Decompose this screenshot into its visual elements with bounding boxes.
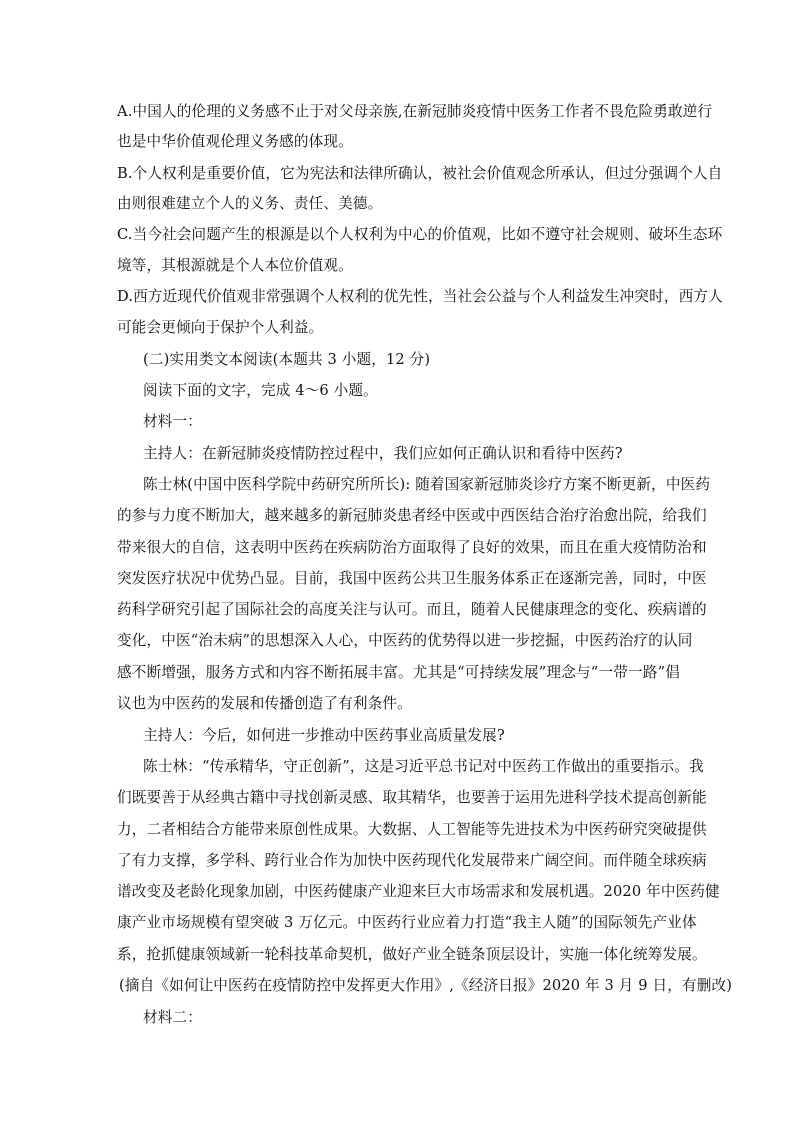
source-citation: (摘自《如何让中医药在疫情防控中发挥更大作用》,《经济日报》2020 年 3 月 9 日，有删改) xyxy=(119,977,733,994)
option-c-line-2: 境等，其根源就是个人本位价值观。 xyxy=(117,257,353,274)
answer-2-line: 们既要善于从经典古籍中寻找创新灵感、取其精华，也要善于运用先进科学技术提高创新能 xyxy=(117,789,707,806)
material-one-label: 材料一： xyxy=(143,413,202,430)
answer-2-line: 了有力支撑，多学科、跨行业合作为加快中医药现代化发展带来广阔空间。而伴随全球疾病 xyxy=(117,852,707,869)
answer-1-line: 药科学研究引起了国际社会的高度关注与认可。而且，随着人民健康理念的变化、疾病谱的 xyxy=(117,601,707,618)
answer-2-line: 康产业市场规模有望突破 3 万亿元。中医药行业应着力打造“我主人随”的国际领先产业体 xyxy=(117,914,697,931)
answer-1-line: 突发医疗状况中优势凸显。目前，我国中医药公共卫生服务体系正在逐渐完善，同时，中医 xyxy=(117,570,707,587)
host-question-1: 主持人：在新冠肺炎疫情防控过程中，我们应如何正确认识和看待中医药? xyxy=(143,445,623,462)
section-heading: (二)实用类文本阅读(本题共 3 小题，12 分) xyxy=(143,351,431,368)
option-d-line-1: D.西方近现代价值观非常强调个人权利的优先性，当社会公益与个人利益发生冲突时，西方人 xyxy=(117,288,723,305)
option-b-line-1: B.个人权利是重要价值，它为宪法和法律所确认，被社会价值观念所承认，但过分强调个人自 xyxy=(117,165,723,182)
answer-2-line: 系，抢抓健康领域新一轮科技革命契机，做好产业全链条顶层设计，实施一体化统筹发展。 xyxy=(117,946,707,963)
option-c-line-1: C.当今社会问题产生的根源是以个人权利为中心的价值观，比如不遵守社会规则、破坏生态环 xyxy=(117,226,723,243)
option-d-line-2: 可能会更倾向于保护个人利益。 xyxy=(117,319,324,336)
answer-1-line: 变化，中医“治未病”的思想深入人心，中医药的优势得以进一步挖掘，中医药治疗的认同 xyxy=(117,632,693,649)
option-a-line-1: A.中国人的伦理的义务感不止于对父母亲族,在新冠肺炎疫情中医务工作者不畏危险勇敢逆行 xyxy=(117,103,713,120)
option-b-line-2: 由则很难建立个人的义务、责任、美德。 xyxy=(117,195,383,212)
answer-1-line: 的参与力度不断加大，越来越多的新冠肺炎患者经中医或中西医结合治疗治愈出院，给我们 xyxy=(117,507,707,524)
material-two-label: 材料二： xyxy=(143,1009,202,1026)
answer-2-line: 力，二者相结合方能带来原创性成果。大数据、人工智能等先进技术为中医药研究突破提供 xyxy=(117,821,707,838)
answer-2-line: 谱改变及老龄化现象加剧，中医药健康产业迎来巨大市场需求和发展机遇。2020 年中医药健 xyxy=(117,883,720,900)
host-question-2: 主持人：今后，如何进一步推动中医药事业高质量发展? xyxy=(143,727,505,744)
answer-2-line: 陈士林：“传承精华，守正创新”，这是习近平总书记对中医药工作做出的重要指示。我 xyxy=(143,758,704,775)
answer-1-line: 议也为中医药的发展和传播创造了有利条件。 xyxy=(117,695,412,712)
instruction: 阅读下面的文字，完成 4～6 小题。 xyxy=(143,382,378,399)
answer-1-line: 带来很大的自信，这表明中医药在疾病防治方面取得了良好的效果，而且在重大疫情防治和 xyxy=(117,539,707,556)
option-a-line-2: 也是中华价值观伦理义务感的体现。 xyxy=(117,133,353,150)
answer-1-line: 陈士林(中国中医科学院中药研究所所长): 随着国家新冠肺炎诊疗方案不断更新，中医药 xyxy=(143,476,711,493)
answer-1-line: 感不断增强，服务方式和内容不断拓展丰富。尤其是“可持续发展”理念与“一带一路”倡 xyxy=(117,664,680,681)
